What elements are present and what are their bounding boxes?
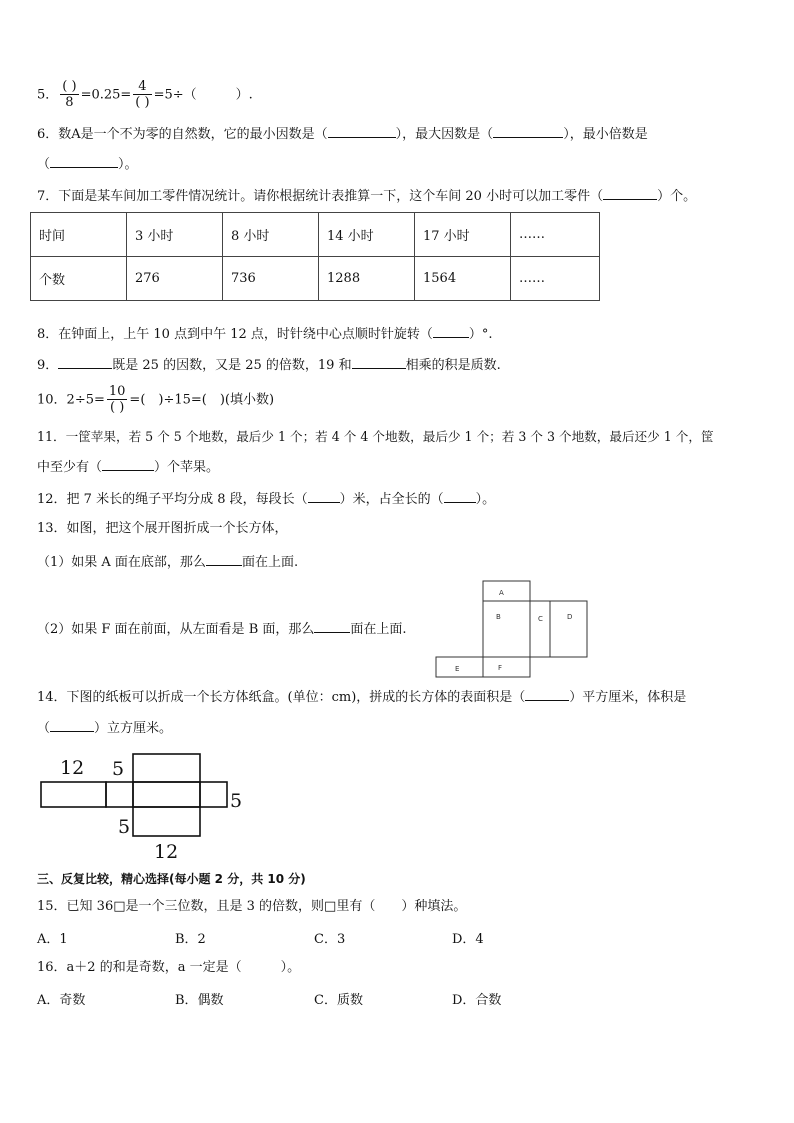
answer-blank[interactable]	[206, 553, 242, 566]
answer-blank[interactable]	[328, 125, 396, 138]
net-face-b	[483, 601, 530, 657]
question-text: 相乘的积是质数.	[405, 358, 501, 373]
question-14-line-2	[37, 719, 172, 738]
net-panel-bottom	[133, 807, 200, 836]
question-text: ），最小倍数是	[563, 127, 648, 142]
answer-blank[interactable]	[50, 155, 118, 168]
net-label-b: B	[496, 613, 501, 621]
fraction-numerator: 4	[138, 79, 147, 94]
equation-text: =5÷（ ）.	[153, 87, 253, 103]
table-cell: 1564	[415, 257, 511, 301]
question-text: ）°.	[468, 327, 493, 342]
table-cell: 17 小时	[415, 213, 511, 257]
equation-text: =0.25=	[80, 87, 132, 103]
answer-blank[interactable]	[433, 325, 469, 338]
table-row	[31, 257, 600, 301]
question-13-part-1	[37, 553, 298, 572]
question-text: （	[37, 721, 51, 736]
question-number: 5．	[37, 87, 59, 103]
question-text: 16．a＋2 的和是奇数，a 一定是（ ）。	[37, 960, 301, 975]
answer-blank[interactable]	[58, 356, 112, 369]
question-6-line-2	[37, 155, 138, 174]
net-face-a	[483, 581, 530, 601]
question-text: ）。	[475, 492, 496, 507]
net-panel-side-left	[106, 782, 133, 807]
question-8	[37, 325, 493, 344]
table-cell: 3 小时	[127, 213, 223, 257]
question-text: 面在上面.	[350, 622, 407, 637]
question-text: ）米，占全长的（	[339, 492, 444, 507]
table-cell: 个数	[31, 257, 127, 301]
question-number: 9．	[37, 358, 59, 373]
question-6-line-1	[37, 125, 648, 144]
question-7	[37, 187, 696, 206]
net-panel-center	[133, 782, 200, 807]
answer-blank[interactable]	[493, 125, 563, 138]
question-text: 7．下面是某车间加工零件情况统计。请你根据统计表推算一下，这个车间 20 小时可以加工零件（	[37, 189, 604, 204]
question-text: 中至少有（	[37, 460, 103, 475]
net-face-d	[550, 601, 587, 657]
cuboid-net-figure	[430, 578, 600, 682]
question-text: ）平方厘米，体积是	[569, 690, 687, 705]
question-text: ）。	[118, 157, 138, 172]
question-text: （2）如果 F 面在前面，从左面看是 B 面，那么	[37, 622, 315, 637]
table-cell: 1288	[319, 257, 415, 301]
dim-label-12-bottom: 12	[154, 841, 179, 863]
table-cell: 时间	[31, 213, 127, 257]
answer-blank[interactable]	[444, 490, 476, 503]
question-16	[37, 959, 300, 977]
dim-label-12-top: 12	[60, 757, 85, 779]
question-number: 10．2÷5=	[37, 392, 105, 408]
table-cell: 14 小时	[319, 213, 415, 257]
table-cell: ……	[511, 213, 600, 257]
question-text: ），最大因数是（	[395, 127, 494, 142]
question-text: 6．数A是一个不为零的自然数，它的最小因数是（	[37, 127, 328, 142]
net-label-d: D	[567, 613, 573, 621]
fraction-denominator: ( )	[135, 95, 150, 110]
net-face-e	[436, 657, 483, 677]
answer-blank[interactable]	[50, 719, 94, 732]
option-c[interactable]: C．3	[314, 932, 346, 947]
net-label-f: F	[498, 664, 503, 672]
question-text: （	[37, 157, 51, 172]
question-11-line-2	[37, 458, 219, 477]
fraction-numerator: 10	[108, 384, 126, 399]
answer-blank[interactable]	[525, 688, 569, 701]
table-row	[31, 213, 600, 257]
box-net-figure	[38, 750, 258, 862]
answer-blank[interactable]	[603, 187, 657, 200]
section-title: 三、反复比较，精心选择(每小题 2 分，共 10 分)	[37, 872, 306, 886]
question-10	[37, 385, 274, 415]
option-a[interactable]: A．1	[37, 932, 68, 947]
question-text: 11．一筐苹果，若 5 个 5 个地数，最后少 1 个；若 4 个 4 个地数，最后少 1 个；若 3 个 3 个地数，最后还少 1 个，筐	[37, 429, 714, 444]
option-c[interactable]: C．质数	[314, 993, 363, 1008]
question-12	[37, 490, 495, 509]
question-text: 12．把 7 米长的绳子平均分成 8 段，每段长（	[37, 492, 308, 507]
question-13-part-2	[37, 620, 407, 639]
option-a[interactable]: A．奇数	[37, 993, 86, 1008]
answer-blank[interactable]	[314, 620, 350, 633]
answer-blank[interactable]	[102, 458, 154, 471]
net-panel-left	[41, 782, 106, 807]
table-cell: 736	[223, 257, 319, 301]
question-13-title	[37, 520, 288, 538]
question-text: 15．已知 36□是一个三位数，且是 3 的倍数，则□里有（ ）种填法。	[37, 899, 467, 914]
fraction-2	[133, 80, 151, 110]
option-b[interactable]: B．2	[175, 932, 206, 947]
question-text: 14．下图的纸板可以折成一个长方体纸盒。(单位：cm)，拼成的长方体的表面积是（	[37, 690, 526, 705]
net-face-c	[530, 601, 550, 657]
net-label-a: A	[499, 589, 504, 597]
answer-blank[interactable]	[352, 356, 406, 369]
question-text: 面在上面.	[241, 555, 299, 570]
question-11-line-1	[37, 428, 714, 446]
question-9	[37, 356, 501, 375]
question-text: ）立方厘米。	[94, 721, 173, 736]
question-text: ）个。	[657, 189, 697, 204]
stats-table	[30, 212, 600, 301]
question-text: 既是 25 的因数，又是 25 的倍数，19 和	[112, 358, 352, 373]
option-d[interactable]: D．合数	[452, 993, 502, 1008]
net-panel-top	[133, 754, 200, 782]
net-label-e: E	[455, 665, 460, 673]
answer-blank[interactable]	[308, 490, 340, 503]
fraction-1	[60, 80, 78, 110]
dim-label-5-right: 5	[230, 790, 243, 812]
question-5	[37, 80, 253, 110]
question-text: 8．在钟面上，上午 10 点到中午 12 点，时针绕中心点顺时针旋转（	[37, 327, 433, 342]
question-14-line-1	[37, 688, 686, 707]
dim-label-5-bottom: 5	[118, 816, 131, 838]
dim-label-5-top: 5	[112, 758, 125, 780]
equation-text: =( )÷15=( )(填小数)	[129, 392, 275, 408]
net-panel-side-right	[200, 782, 227, 807]
option-d[interactable]: D．4	[452, 932, 484, 947]
fraction-denominator: ( )	[107, 399, 128, 415]
net-face-f	[483, 657, 530, 677]
question-15	[37, 898, 466, 916]
section-heading	[37, 870, 306, 888]
option-b[interactable]: B．偶数	[175, 993, 224, 1008]
question-text: （1）如果 A 面在底部，那么	[37, 555, 206, 570]
fraction	[107, 385, 128, 415]
question-text: 13．如图，把这个展开图折成一个长方体，	[37, 521, 288, 536]
table-cell: 8 小时	[223, 213, 319, 257]
fraction-denominator: 8	[60, 94, 78, 110]
fraction-numerator: ( )	[62, 79, 77, 94]
table-cell: ……	[511, 257, 600, 301]
question-text: ）个苹果。	[154, 460, 220, 475]
table-cell: 276	[127, 257, 223, 301]
net-label-c: C	[538, 615, 543, 623]
